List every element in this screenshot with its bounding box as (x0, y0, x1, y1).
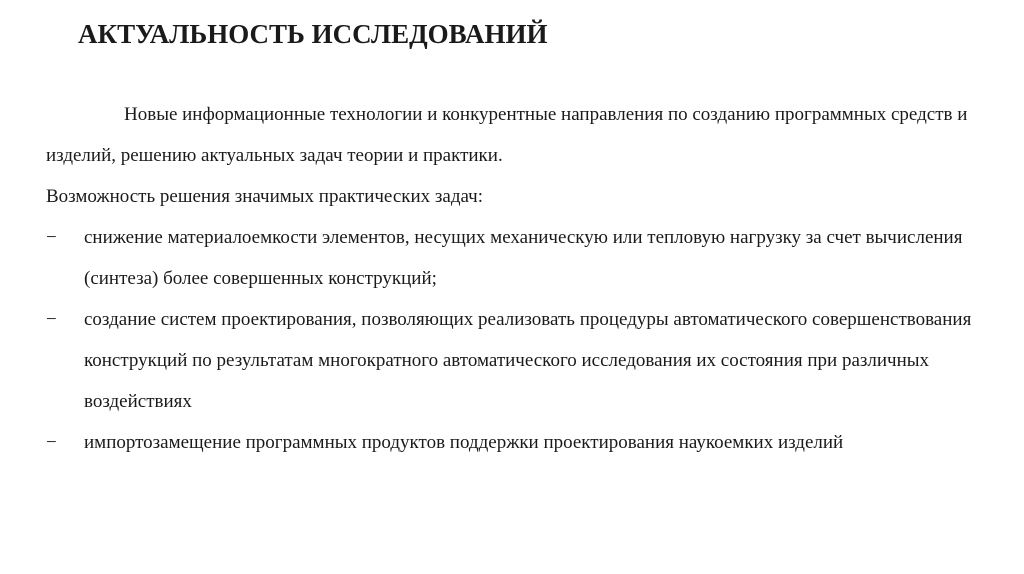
intro-paragraph: Новые информационные технологии и конкурентные направления по созданию программных средств и изделий, решению актуальных задач теории и практики. (46, 104, 968, 166)
list-item-text: снижение материалоемкости элементов, несущих механическую или тепловую нагрузку за счет вычисления (синтеза) более совершенных конструкций; (84, 227, 963, 289)
list-item-text: создание систем проектирования, позволяющих реализовать процедуры автоматического совершенствования конструкций по результатам многократного автоматического исследования их состояния при различных воздействиях (84, 309, 972, 412)
list-item (46, 217, 986, 299)
list-item-text: импортозамещение программных продуктов поддержки проектирования наукоемких изделий (84, 432, 844, 453)
slide-body (46, 94, 986, 463)
lead-paragraph: Возможность решения значимых практических задач: (46, 186, 484, 207)
dash-marker: − (46, 432, 57, 453)
list-item (46, 422, 986, 463)
task-list (46, 217, 986, 463)
slide-title: АКТУАЛЬНОСТЬ ИССЛЕДОВАНИЙ (78, 19, 548, 49)
list-item (46, 299, 986, 422)
dash-marker: − (46, 227, 57, 248)
dash-marker: − (46, 309, 57, 330)
